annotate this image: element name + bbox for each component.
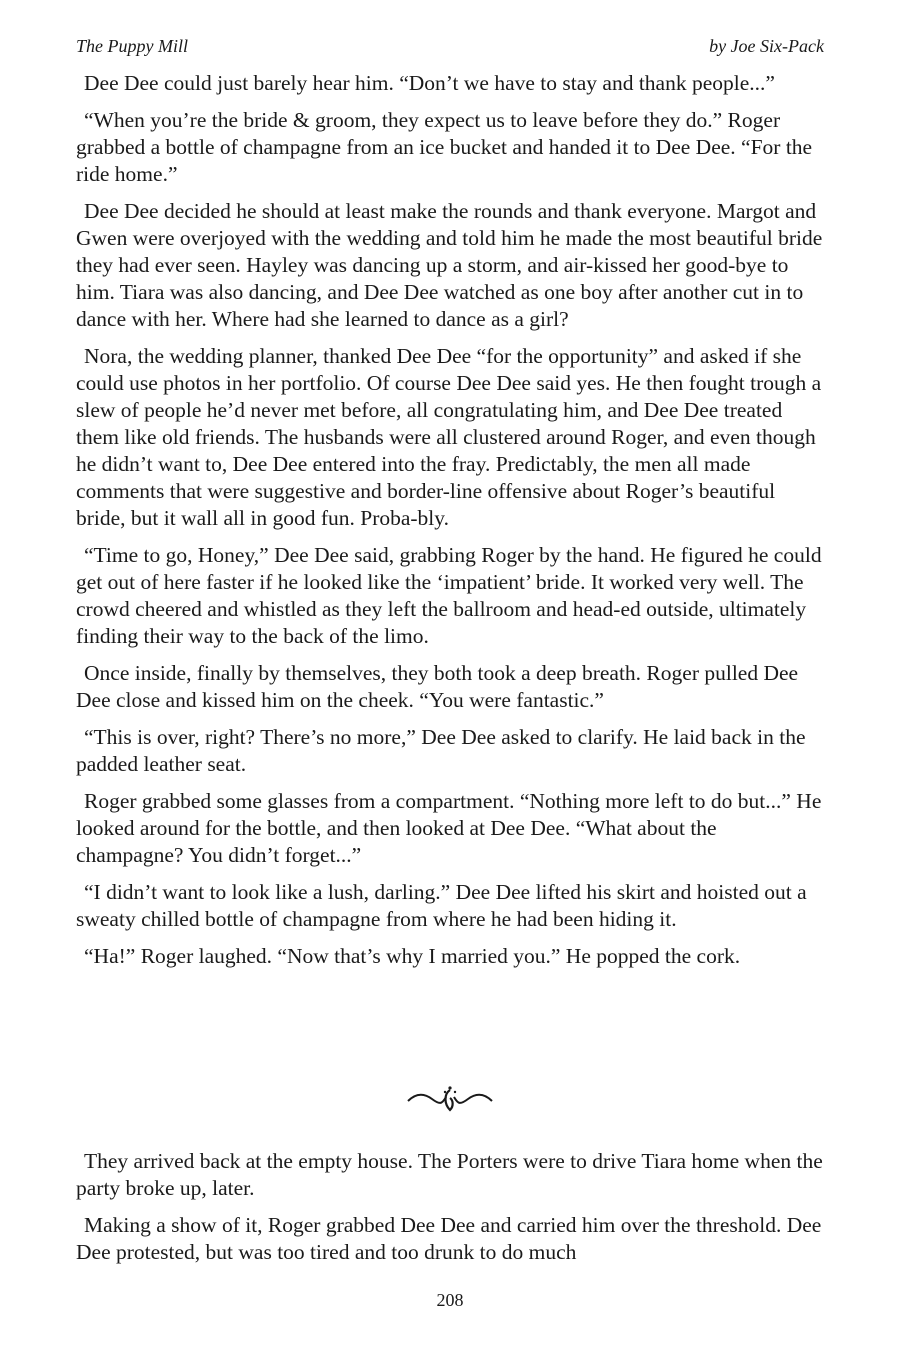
paragraph: Making a show of it, Roger grabbed Dee Dee and carried him over the threshold. Dee Dee protested, but was too tired and too drunk to do much: [76, 1213, 822, 1264]
book-title: The Puppy Mill: [76, 36, 188, 56]
running-header: [76, 36, 824, 60]
paragraph: “Ha!” Roger laughed. “Now that’s why I married you.” He popped the cork.: [84, 944, 741, 968]
paragraph: Nora, the wedding planner, thanked Dee Dee “for the opportunity” and asked if she could use photos in her portfolio. Of course Dee Dee said yes. He then fought trough a slew of people he’d never met before, all congratulating him, and Dee Dee treated them like old friends. The husbands were all clustered around Roger, and even though he didn’t want to, Dee Dee entered into the fray. Predictably, the men all made comments that were suggestive and border-line offensive about Roger’s beautiful bride, but it wall all in good fun. Proba-bly.: [76, 344, 822, 530]
paragraph: Once inside, finally by themselves, they both took a deep breath. Roger pulled Dee Dee close and kissed him on the cheek. “You were fantastic.”: [76, 661, 799, 712]
paragraph: “This is over, right? There’s no more,” Dee Dee asked to clarify. He laid back in the padded leather seat.: [76, 725, 806, 776]
main-text: [76, 70, 826, 980]
main-text-continued: [76, 1148, 826, 1276]
page-number: 208: [436, 1290, 464, 1310]
scroll-ornament-icon: [402, 1084, 498, 1114]
paragraph: They arrived back at the empty house. The Porters were to drive Tiara home when the party broke up, later.: [76, 1149, 823, 1200]
paragraph: “Time to go, Honey,” Dee Dee said, grabbing Roger by the hand. He figured he could get out of here faster if he looked like the ‘impatient’ bride. It worked very well. The crowd cheered and whistled as they left the ballroom and head-ed outside, ultimately finding their way to the back of the limo.: [76, 543, 822, 648]
paragraph: Roger grabbed some glasses from a compartment. “Nothing more left to do but...” He looked around for the bottle, and then looked at Dee Dee. “What about the champagne? You didn’t forget...”: [76, 789, 822, 867]
paragraph: Dee Dee could just barely hear him. “Don’t we have to stay and thank people...”: [84, 71, 775, 95]
paragraph: Dee Dee decided he should at least make the rounds and thank everyone. Margot and Gwen were overjoyed with the wedding and told him he made the most beautiful bride they had ever seen. Hayley was dancing up a storm, and air-kissed her good-bye to him. Tiara was also dancing, and Dee Dee watched as one boy after another cut in to dance with her. Where had she learned to dance as a girl?: [76, 199, 823, 331]
book-author: by Joe Six-Pack: [709, 36, 824, 56]
paragraph: “I didn’t want to look like a lush, darling.” Dee Dee lifted his skirt and hoisted out a sweaty chilled bottle of champagne from where he had been hiding it.: [76, 880, 807, 931]
paragraph: “When you’re the bride & groom, they expect us to leave before they do.” Roger grabbed a bottle of champagne from an ice bucket and handed it to Dee Dee. “For the ride home.”: [76, 108, 813, 186]
section-break: [0, 1084, 900, 1119]
